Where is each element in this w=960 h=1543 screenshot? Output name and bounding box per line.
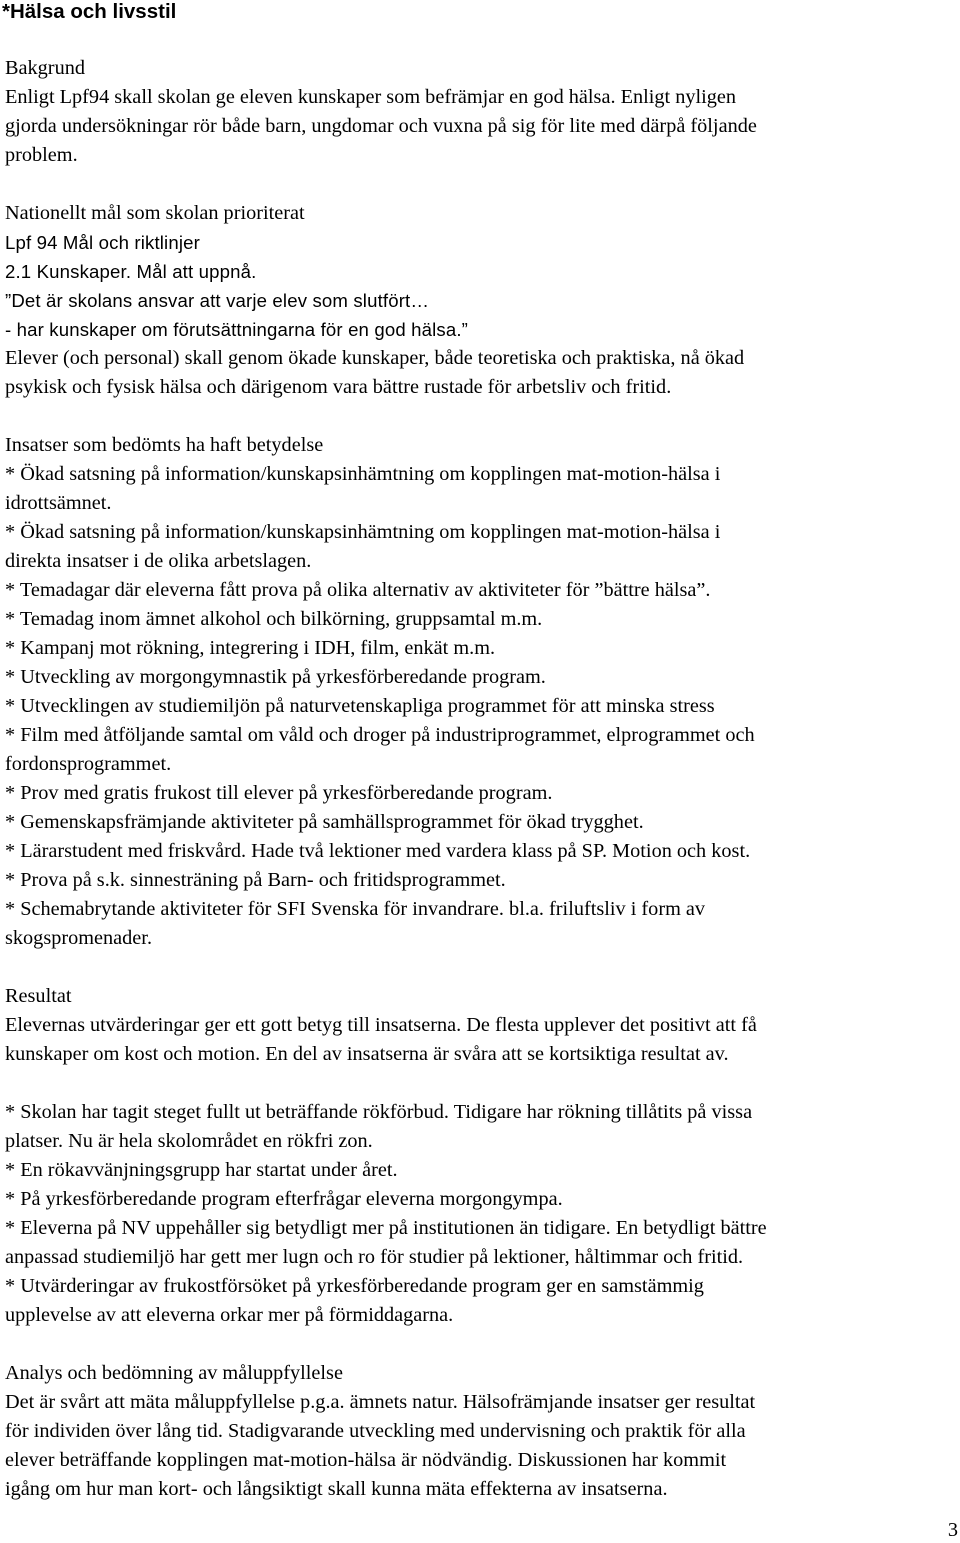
list-item: * Ökad satsning på information/kunskapsinhämtning om kopplingen mat-motion-hälsa i: [5, 521, 721, 543]
paragraph-line: Det är svårt att mäta måluppfyllelse p.g.a. ämnets natur. Hälsofrämjande insatser ger resultat: [5, 1391, 756, 1413]
list-item: * Schemabrytande aktiviteter för SFI Svenska för invandrare. bl.a. friluftsliv i form av: [5, 898, 706, 920]
list-item: * Eleverna på NV uppehåller sig betydligt mer på institutionen än tidigare. En betydligt bättre: [5, 1217, 767, 1239]
section-background: [5, 54, 957, 170]
list-item: platser. Nu är hela skolområdet en rökfri zon.: [5, 1130, 373, 1152]
paragraph-line: kunskaper om kost och motion. En del av insatserna är svåra att se kortsiktiga resultat av.: [5, 1043, 729, 1065]
section-goal: [5, 199, 957, 402]
paragraph-line: Enligt Lpf94 skall skolan ge eleven kunskaper som befrämjar en god hälsa. Enligt nyligen: [5, 86, 737, 108]
list-item: * Film med åtföljande samtal om våld och droger på industriprogrammet, elprogrammet och: [5, 724, 755, 746]
curriculum-reference: 2.1 Kunskaper. Mål att uppnå.: [5, 261, 257, 282]
paragraph-line: gjorda undersökningar rör både barn, ungdomar och vuxna på sig för lite med därpå följande: [5, 115, 757, 137]
list-item: * På yrkesförberedande program efterfrågar eleverna morgongympa.: [5, 1188, 563, 1210]
page-title: *Hälsa och livsstil: [2, 0, 177, 23]
list-item: * Prov med gratis frukost till elever på yrkesförberedande program.: [5, 782, 553, 804]
section-heading: Insatser som bedömts ha haft betydelse: [5, 434, 324, 456]
list-item: * Utvärderingar av frukostförsöket på yrkesförberedande program ger en samstämmig: [5, 1275, 704, 1297]
section-heading: Nationellt mål som skolan prioriterat: [5, 202, 305, 224]
curriculum-reference: Lpf 94 Mål och riktlinjer: [5, 232, 200, 253]
paragraph-line: igång om hur man kort- och långsiktigt skall kunna mäta effekterna av insatserna.: [5, 1478, 668, 1500]
list-item: idrottsämnet.: [5, 492, 112, 514]
section-result: [5, 982, 957, 1330]
paragraph-line: Elever (och personal) skall genom ökade kunskaper, både teoretiska och praktiska, nå ökad: [5, 347, 745, 369]
list-item: skogspromenader.: [5, 927, 153, 949]
list-item: fordonsprogrammet.: [5, 753, 172, 775]
list-item: * En rökavvänjningsgrupp har startat under året.: [5, 1159, 398, 1181]
list-item: direkta insatser i de olika arbetslagen.: [5, 550, 312, 572]
list-item: upplevelse av att eleverna orkar mer på förmiddagarna.: [5, 1304, 454, 1326]
paragraph-line: Elevernas utvärderingar ger ett gott betyg till insatserna. De flesta upplever det positivt att få: [5, 1014, 757, 1036]
list-item: anpassad studiemiljö har gett mer lugn och ro för studier på lektioner, håltimmar och fritid.: [5, 1246, 744, 1268]
list-item: * Utvecklingen av studiemiljön på naturvetenskapliga programmet för att minska stress: [5, 695, 715, 717]
list-item: * Lärarstudent med friskvård. Hade två lektioner med vardera klass på SP. Motion och kost.: [5, 840, 751, 862]
paragraph-line: elever beträffande kopplingen mat-motion-hälsa är nödvändig. Diskussionen har kommit: [5, 1449, 727, 1471]
list-item: * Kampanj mot rökning, integrering i IDH, film, enkät m.m.: [5, 637, 496, 659]
list-item: * Prova på s.k. sinnesträning på Barn- och fritidsprogrammet.: [5, 869, 506, 891]
section-heading: Bakgrund: [5, 57, 85, 79]
list-item: * Gemenskapsfrämjande aktiviteter på samhällsprogrammet för ökad trygghet.: [5, 811, 644, 833]
section-analysis: [5, 1359, 957, 1504]
paragraph-line: för individen över lång tid. Stadigvarande utveckling med undervisning och praktik för alla: [5, 1420, 746, 1442]
list-item: * Skolan har tagit steget fullt ut beträffande rökförbud. Tidigare har rökning tillåtits på vissa: [5, 1101, 753, 1123]
curriculum-quote: - har kunskaper om förutsättningarna för en god hälsa.”: [5, 319, 469, 340]
page-number: 3: [947, 1519, 958, 1541]
list-item: * Temadag inom ämnet alkohol och bilkörning, gruppsamtal m.m.: [5, 608, 543, 630]
section-heading: Resultat: [5, 985, 72, 1007]
section-heading: Analys och bedömning av måluppfyllelse: [5, 1362, 343, 1384]
list-item: * Temadagar där eleverna fått prova på olika alternativ av aktiviteter för ”bättre hälsa”.: [5, 579, 711, 601]
curriculum-quote: ”Det är skolans ansvar att varje elev som slutfört…: [5, 290, 430, 311]
list-item: * Ökad satsning på information/kunskapsinhämtning om kopplingen mat-motion-hälsa i: [5, 463, 721, 485]
paragraph-line: psykisk och fysisk hälsa och därigenom vara bättre rustade för arbetsliv och fritid.: [5, 376, 672, 398]
list-item: * Utveckling av morgongymnastik på yrkesförberedande program.: [5, 666, 546, 688]
document-body: [5, 54, 957, 1504]
section-efforts: [5, 431, 957, 953]
paragraph-line: problem.: [5, 144, 78, 166]
